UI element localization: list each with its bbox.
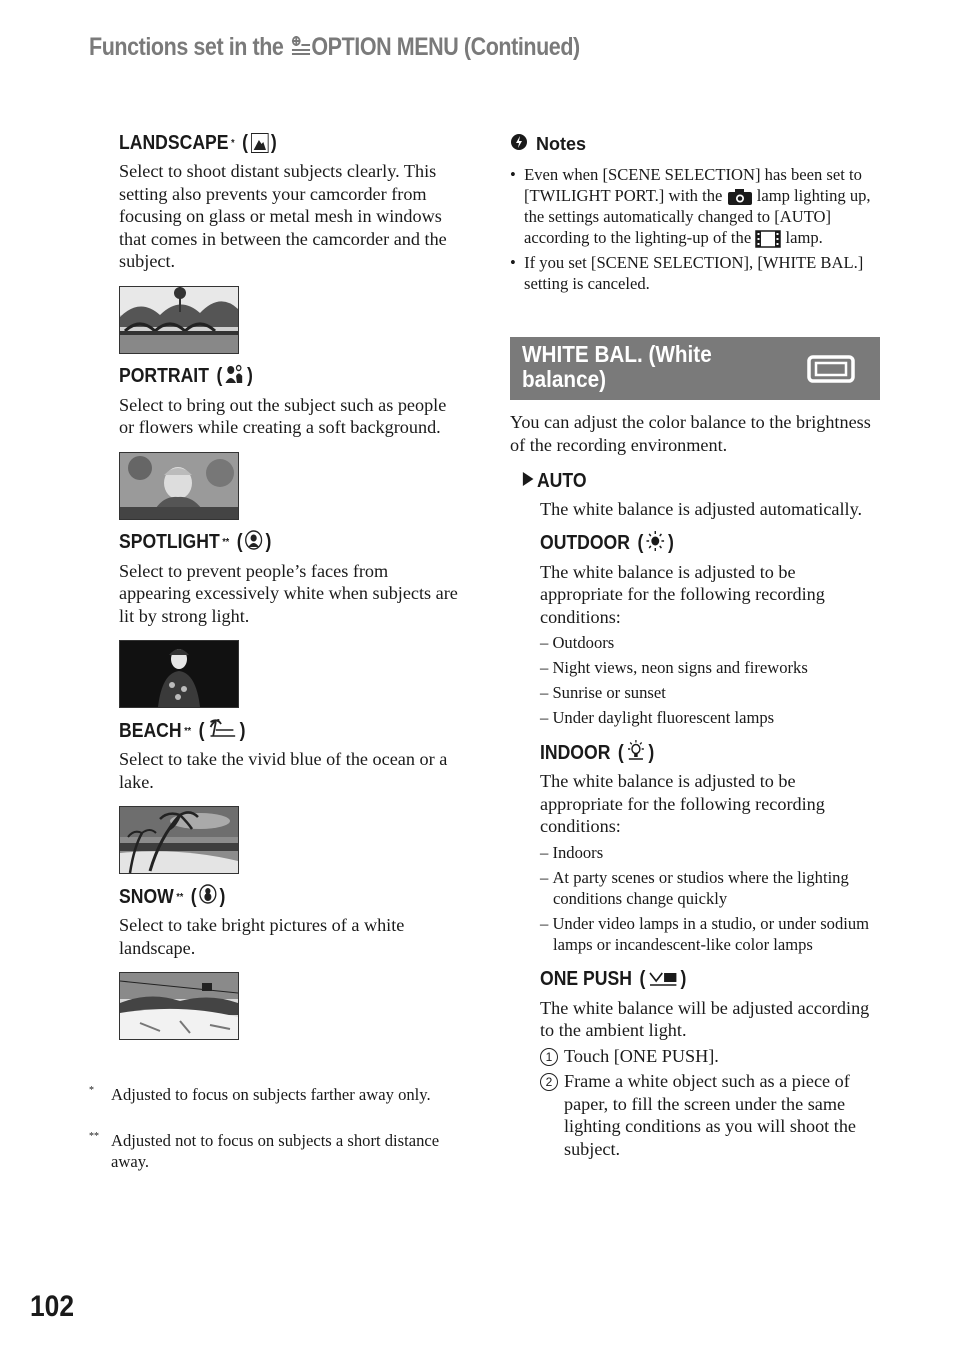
landscape-description: Select to shoot distant subjects clearly. This setting also prevents your camcorder from focusing on glass or metal mesh in windows that comes in between the camcorder and the subject. [119, 161, 447, 271]
light-bulb-icon [626, 739, 645, 767]
one-push-heading: ONE PUSH ( ) [540, 967, 841, 993]
default-arrow-icon [522, 470, 534, 493]
outdoor-condition: – Night views, neon signs and fireworks [540, 658, 808, 677]
page-header [89, 33, 580, 63]
outdoor-condition: – Under daylight fluorescent lamps [540, 708, 775, 727]
notes-icon [510, 133, 528, 156]
header-suffix: OPTION MENU (Continued) [311, 33, 580, 61]
outdoor-description: The white balance is adjusted to be appropriate for the following recording conditions: [540, 561, 825, 627]
scene-selection-column [119, 130, 464, 1050]
footnote-1: * Adjusted to focus on subjects farther away only. [89, 1085, 431, 1104]
notes-heading: Notes [510, 130, 882, 158]
option-menu-icon [289, 34, 311, 63]
camcorder-mode-icon [806, 354, 856, 389]
portrait-description: Select to bring out the subject such as people or flowers while creating a soft background. [119, 394, 447, 437]
portrait-icon [225, 364, 244, 390]
portrait-photo [119, 452, 239, 520]
outdoor-condition: – Outdoors [540, 633, 615, 652]
one-push-description: The white balance will be adjusted according to the ambient light. [540, 997, 870, 1040]
beach-photo [119, 806, 239, 874]
portrait-heading: PORTRAIT ( ) [119, 364, 423, 390]
white-balance-section [510, 411, 882, 1160]
note-item-2: • If you set [SCENE SELECTION], [WHITE BAL.] setting is canceled. [510, 253, 864, 294]
snow-description: Select to take bright pictures of a white landscape. [119, 915, 405, 958]
indoor-condition: – Indoors [540, 842, 604, 862]
header-prefix: Functions set in the [89, 33, 284, 61]
beach-heading: BEACH ** ( ) [119, 718, 423, 744]
sun-icon [646, 530, 665, 558]
outdoor-condition: – Sunrise or sunset [540, 683, 666, 702]
notes-section [510, 130, 882, 294]
indoor-heading: INDOOR ( ) [540, 740, 841, 766]
landscape-icon [251, 133, 269, 153]
movie-film-icon [755, 228, 781, 247]
spotlight-description: Select to prevent people’s faces from appearing excessively white when subjects are lit by strong light. [119, 560, 458, 626]
auto-heading: AUTO [522, 468, 839, 494]
beach-icon [207, 718, 237, 744]
indoor-condition: – At party scenes or studios where the lighting conditions change quickly [540, 867, 849, 908]
snow-photo [119, 972, 239, 1040]
indoor-description: The white balance is adjusted to be appropriate for the following recording conditions: [540, 771, 825, 836]
one-push-step-1: 1 Touch [ONE PUSH]. [540, 1045, 882, 1068]
note-item-1: • Even when [SCENE SELECTION] has been set to [TWILIGHT PORT.] with the lamp lighting up, the settings automatically changed to [AUTO] according to the lighting-up of the lamp. [510, 165, 871, 248]
beach-description: Select to take the vivid blue of the ocean or a lake. [119, 749, 448, 792]
outdoor-heading: OUTDOOR ( ) [540, 531, 841, 557]
snow-heading: SNOW ** ( ) [119, 884, 423, 910]
one-push-step-2: 2 Frame a white object such as a piece of paper, to fill the screen under the same lighting conditions as you will shoot the subject. [540, 1070, 882, 1160]
camera-icon [727, 186, 753, 205]
spotlight-heading: SPOTLIGHT ** ( ) [119, 530, 423, 556]
footnote-2: ** Adjusted not to focus on subjects a short distance away. [89, 1131, 440, 1171]
spotlight-photo [119, 640, 239, 708]
white-balance-title-bar [510, 337, 880, 400]
auto-description: The white balance is adjusted automatically. [540, 499, 863, 519]
white-balance-intro: You can adjust the color balance to the brightness of the recording environment. [510, 412, 871, 455]
spotlight-icon [245, 530, 263, 556]
white-balance-title: WHITE BAL. (White balance) [522, 341, 712, 392]
landscape-photo [119, 286, 239, 354]
indoor-condition: – Under video lamps in a studio, or under sodium lamps or incandescent-like color lamps [540, 913, 870, 954]
snow-icon [199, 884, 217, 910]
one-push-icon [648, 967, 678, 993]
page-number: 102 [30, 1290, 75, 1323]
landscape-heading: LANDSCAPE * ( ) [119, 131, 277, 154]
